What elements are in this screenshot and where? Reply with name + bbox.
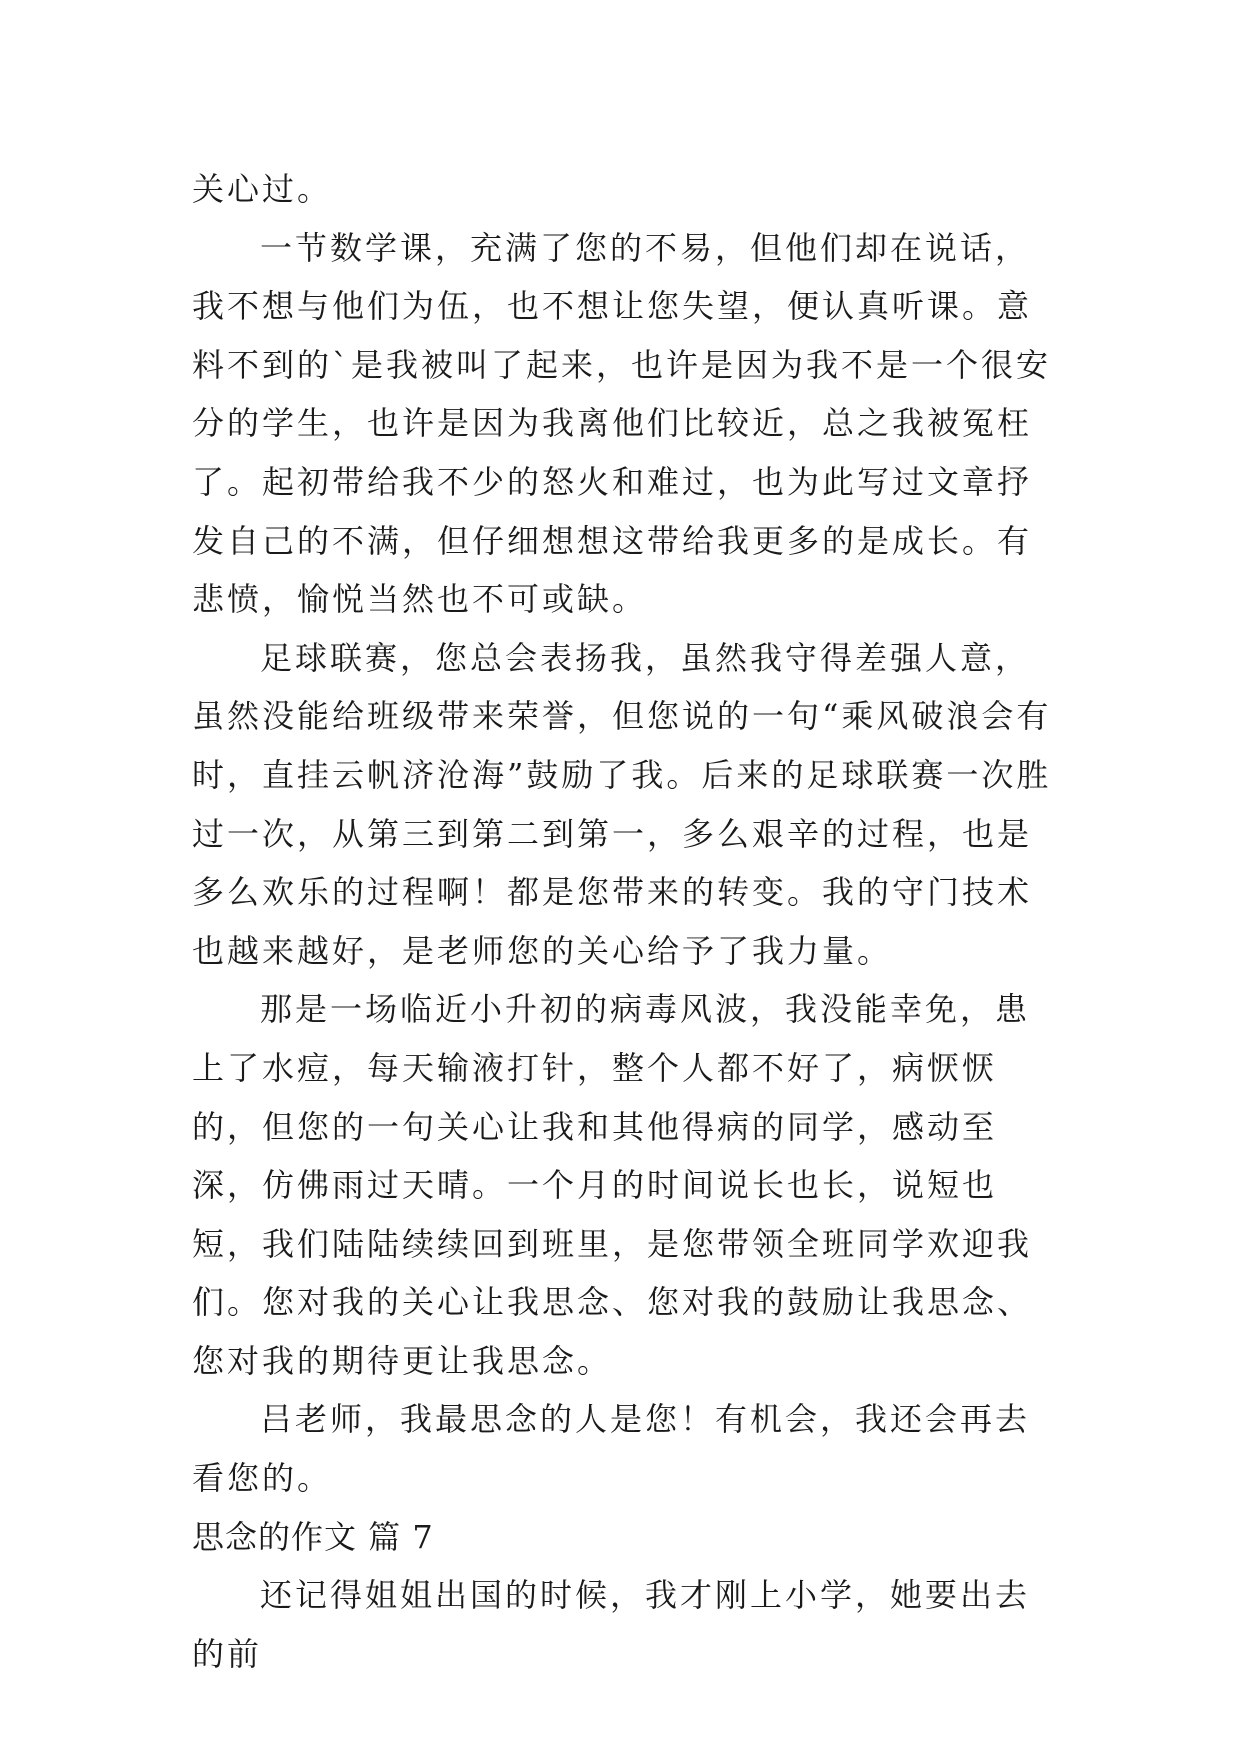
paragraph-math-class: 一节数学课，充满了您的不易，但他们却在说话，我不想与他们为伍，也不想让您失望，便认真听课。意料不到的`是我被叫了起来，也许是因为我不是一个很安分的学生，也许是因为我离他们比较近，总之我被冤枉了。起初带给我不少的怒火和难过，也为此写过文章抒发自己的不满，但仔细想想这带给我更多的是成长。有悲愤，愉悦当然也不可或缺。: [192, 228, 1052, 619]
paragraph-closing: 吕老师，我最思念的人是您！有机会，我还会再去看您的。: [192, 1400, 1031, 1498]
section-heading: 思念的作文 篇 7: [192, 1517, 434, 1556]
document-body: [192, 160, 1052, 1683]
paragraph-sister-abroad: 还记得姐姐出国的时候，我才刚上小学，她要出去的前: [192, 1576, 1031, 1673]
paragraph-chickenpox: 那是一场临近小升初的病毒风波，我没能幸免，患上了水痘，每天输液打针，整个人都不好了，病恹恹的，但您的一句关心让我和其他得病的同学，感动至深，仿佛雨过天晴。一个月的时间说长也长，说短也短，我们陆陆续续回到班里，是您带领全班同学欢迎我们。您对我的关心让我思念、您对我的鼓励让我思念、您对我的期待更让我思念。: [192, 990, 1033, 1380]
paragraph-football-league: 足球联赛，您总会表扬我，虽然我守得差强人意，虽然没能给班级带来荣誉，但您说的一句“乘风破浪会有时，直挂云帆济沧海”鼓励了我。后来的足球联赛一次胜过一次，从第三到第二到第一，多么艰辛的过程，也是多么欢乐的过程啊！都是您带来的转变。我的守门技术也越来越好，是老师您的关心给予了我力量。: [192, 638, 1052, 970]
paragraph-continuation: 关心过。: [192, 170, 333, 208]
